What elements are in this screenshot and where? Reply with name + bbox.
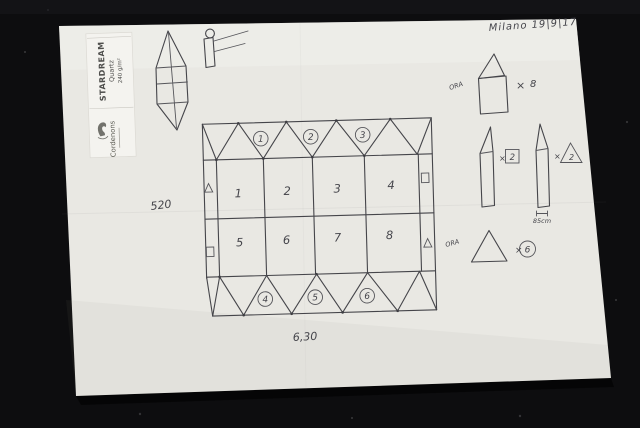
top-flap-2: 2 xyxy=(307,132,314,144)
house-ora-note: ORA xyxy=(448,79,465,92)
panel-2: 2 xyxy=(283,183,292,199)
spire-triangled-times: × xyxy=(554,152,561,161)
spire-triangled-qty: 2 xyxy=(568,153,575,162)
top-flap-3: 3 xyxy=(359,130,366,142)
triangle-ora-note: ORA xyxy=(444,237,461,249)
label-variant: Quartz xyxy=(107,59,117,83)
triangle-qty: 6 xyxy=(524,245,531,256)
triangle-times: × xyxy=(515,246,523,256)
panel-3: 3 xyxy=(333,181,342,196)
house-qty: 8 xyxy=(530,79,537,90)
house-times: × xyxy=(516,79,526,92)
label-brand: STARDREAM xyxy=(96,41,108,102)
panel-6: 6 xyxy=(282,232,291,248)
top-flap-1: 1 xyxy=(257,134,264,145)
panel-1: 1 xyxy=(234,186,243,201)
spire-boxed-qty: 2 xyxy=(509,153,516,163)
panel-5: 5 xyxy=(235,235,244,250)
bottom-flap-6: 6 xyxy=(364,291,371,302)
label-maker: Cordenons xyxy=(108,120,118,158)
bottom-flap-4: 4 xyxy=(262,295,269,306)
spire-boxed-times: × xyxy=(499,154,506,163)
panel-7: 7 xyxy=(333,230,342,245)
net-width-label: 6,30 xyxy=(292,329,318,344)
date-note: Milano 19|9|17 xyxy=(488,16,578,34)
net-height-label: 520 xyxy=(149,197,173,213)
spire-width-label: 85cm xyxy=(532,217,552,225)
panel-4: 4 xyxy=(387,177,395,193)
paper-sample-label xyxy=(86,32,136,158)
panel-8: 8 xyxy=(385,227,394,243)
label-weight: 240 g/m² xyxy=(117,57,125,84)
bottom-flap-5: 5 xyxy=(312,293,319,304)
